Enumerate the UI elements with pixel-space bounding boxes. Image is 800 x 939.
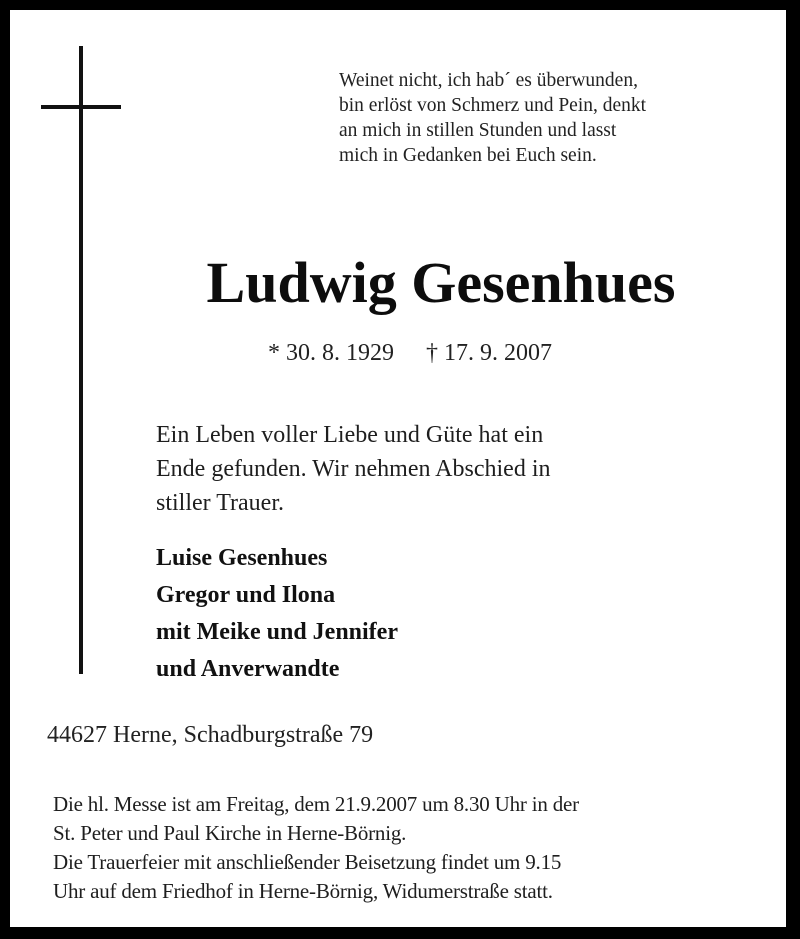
notice-line: Uhr auf dem Friedhof in Herne-Börnig, Widumerstraße statt. bbox=[53, 879, 553, 903]
mourner: Luise Gesenhues bbox=[156, 545, 328, 571]
poem-line: mich in Gedanken bei Euch sein. bbox=[339, 145, 597, 166]
death-date: † 17. 9. 2007 bbox=[426, 340, 552, 366]
address: 44627 Herne, Schadburgstraße 79 bbox=[47, 722, 374, 748]
farewell-line: Ein Leben voller Liebe und Güte hat ein bbox=[156, 422, 544, 448]
farewell-line: stiller Trauer. bbox=[156, 490, 285, 516]
obituary-card bbox=[10, 10, 786, 927]
life-dates bbox=[268, 340, 552, 367]
mourner: mit Meike und Jennifer bbox=[156, 619, 398, 645]
mourners-list bbox=[156, 540, 398, 688]
farewell-line: Ende gefunden. Wir nehmen Abschied in bbox=[156, 456, 551, 482]
poem-line: bin erlöst von Schmerz und Pein, denkt bbox=[339, 95, 647, 116]
cross-icon-vertical bbox=[79, 46, 83, 674]
farewell-text bbox=[156, 418, 551, 520]
mourner: Gregor und Ilona bbox=[156, 582, 336, 608]
service-notice bbox=[53, 790, 579, 906]
deceased-name: Ludwig Gesenhues bbox=[206, 250, 676, 315]
notice-line: Die Trauerfeier mit anschließender Beisetzung findet um 9.15 bbox=[53, 850, 562, 874]
mourner: und Anverwandte bbox=[156, 656, 340, 682]
cross-icon-horizontal bbox=[41, 105, 121, 109]
birth-date: * 30. 8. 1929 bbox=[268, 340, 394, 366]
notice-line: St. Peter und Paul Kirche in Herne-Börnig. bbox=[53, 821, 407, 845]
poem-line: Weinet nicht, ich hab´ es überwunden, bbox=[339, 70, 638, 91]
poem-line: an mich in stillen Stunden und lasst bbox=[339, 120, 617, 141]
notice-line: Die hl. Messe ist am Freitag, dem 21.9.2007 um 8.30 Uhr in der bbox=[53, 792, 579, 816]
poem-verse bbox=[339, 68, 759, 168]
